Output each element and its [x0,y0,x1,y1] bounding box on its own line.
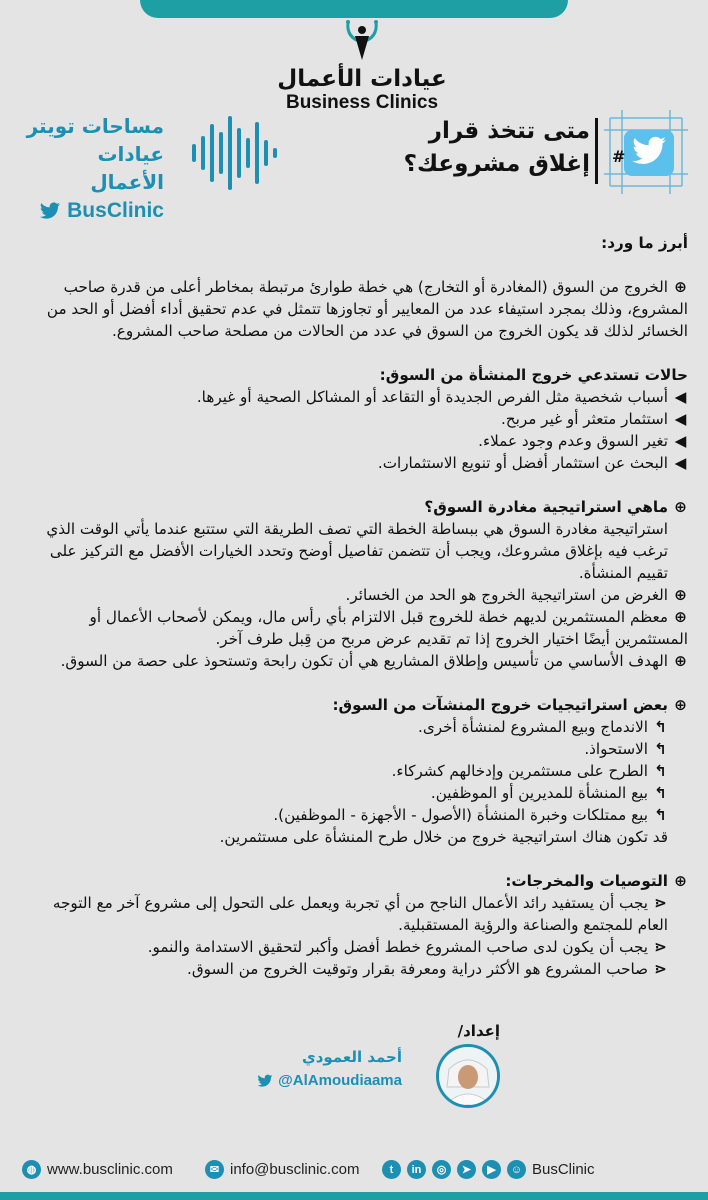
crosshair-bullet-icon: ⊕ [674,586,687,604]
list-item: ↰الاستحواذ. [584,740,667,758]
author-portrait-icon [439,1047,497,1105]
cases-heading: حالات تستدعي خروج المنشأة من السوق: [379,366,688,384]
globe-icon: ◍ [22,1160,41,1179]
author-name: أحمد العمودي [301,1048,402,1066]
author-twitter-handle[interactable]: @AlAmoudiaama [257,1072,402,1089]
prepared-by-label: إعداد/ [457,1022,500,1040]
share-node-icon: ⋖ [654,960,667,978]
audio-waveform-icon [190,112,280,194]
page-title [385,115,590,181]
snapchat-icon: ☺ [507,1160,526,1179]
page-title-line2: إغلاق مشروعك؟ [403,151,590,177]
list-item: ⋖صاحب المشروع هو الأكثر دراية ومعرفة بقرار وتوقيت الخروج من السوق. [187,960,667,978]
svg-text:#: # [612,147,626,166]
list-item: ↰بيع ممتلكات وخبرة المنشأة (الأصول - الأجهزة - الموظفين). [273,806,667,824]
list-item: ↰الطرح على مستثمرين وإدخالهم كشركاء. [391,762,667,780]
linkedin-icon: in [407,1160,426,1179]
twitter-bird-icon [39,202,61,220]
twitter-bird-icon [257,1074,273,1088]
reply-arrow-icon: ↰ [654,740,667,758]
footer-website[interactable]: ◍ www.busclinic.com [22,1160,173,1179]
triangle-bullet-icon: ◀ [674,410,687,428]
stethoscope-figure-icon [340,20,384,70]
spaces-title-line2: عيادات الأعمال [90,142,164,194]
list-item: ⊕الغرض من استراتيجية الخروج هو الحد من الخسائر. [345,586,687,604]
page-title-line1: متى تتخذ قرار [428,118,590,144]
exit-heading: ⊕بعض استراتيجيات خروج المنشآت من السوق: [332,696,687,714]
list-item: ◀أسباب شخصية مثل الفرص الجديدة أو التقاعد أو المشاكل الصحية أو غيرها. [196,388,687,406]
twitter-icon: t [382,1160,401,1179]
crosshair-bullet-icon: ⊕ [674,652,687,670]
recommendations-heading: ⊕التوصيات والمخرجات: [505,872,687,890]
exit-note: قد تكون هناك استراتيجية خروج من خلال طرح المنشأة على مستثمرين. [219,828,668,846]
spaces-handle[interactable] [22,199,164,223]
list-item: ⋖يجب أن يكون لدى صاحب المشروع خطط أفضل وأكبر لتحقيق الاستدامة والنمو. [147,938,667,956]
list-item: ⊕الهدف الأساسي من تأسيس وإطلاق المشاريع هي أن تكون رابحة وتستحوذ على حصة من السوق. [60,652,687,670]
logo-english-text: Business Clinics [285,92,439,113]
avatar [436,1044,500,1108]
list-item: ⊕معظم المستثمرين لديهم خطة للخروج قبل الالتزام بأي رأس مال، ويمكن لأصحاب الأعمال أو المستثمرين أيضًا اختيار الخروج إذا تم تقديم عرض مربح من قِبل طرف آخر. [89,608,688,648]
telegram-icon: ➤ [457,1160,476,1179]
crosshair-bullet-icon: ⊕ [674,498,687,516]
highlights-heading: أبرز ما ورد: [601,234,688,252]
list-item: ↰بيع المنشأة للمديرين أو الموظفين. [430,784,667,802]
reply-arrow-icon: ↰ [654,718,667,736]
bottom-decorative-bar [0,1192,708,1200]
crosshair-bullet-icon: ⊕ [674,696,687,714]
footer-email[interactable]: ✉ info@busclinic.com [205,1160,359,1179]
share-node-icon: ⋖ [654,894,667,912]
intro-paragraph: ⊕الخروج من السوق (المغادرة أو التخارج) هي خطة طوارئ مرتبطة بمخاطر أعلى من قدرة صاحب المشروع، وذلك بمجرد استيفاء عدد من المعايير أو تجاوزها تتمثل في عدم تحقيق أداء أفضل أو الحد من الخسائر لذلك قد يكون الخروج من السوق في عدد من الحالات من مصلحة صاحب المشروع. [46,278,688,340]
email-icon: ✉ [205,1160,224,1179]
reply-arrow-icon: ↰ [654,762,667,780]
triangle-bullet-icon: ◀ [674,454,687,472]
youtube-icon: ▶ [482,1160,501,1179]
logo-arabic-text: عيادات الأعمال [277,66,447,92]
list-item: ◀البحث عن استثمار أفضل أو تنويع الاستثمارات. [377,454,687,472]
twitter-hashtag-icon [604,110,688,194]
share-node-icon: ⋖ [654,938,667,956]
strategy-question: ⊕ماهي استراتيجية مغادرة السوق؟ [424,498,687,516]
reply-arrow-icon: ↰ [654,784,667,802]
crosshair-bullet-icon: ⊕ [674,278,687,296]
reply-arrow-icon: ↰ [654,806,667,824]
spaces-handle-text: BusClinic [67,199,164,222]
footer-social[interactable]: t in ◎ ➤ ▶ ☺ BusClinic [382,1160,595,1179]
top-decorative-tab [140,0,568,18]
list-item: ◀استثمار متعثر أو غير مربح. [500,410,687,428]
crosshair-bullet-icon: ⊕ [674,872,687,890]
business-clinics-logo [262,20,462,118]
article-body [20,232,688,980]
triangle-bullet-icon: ◀ [674,432,687,450]
list-item: ◀تغير السوق وعدم وجود عملاء. [478,432,687,450]
twitter-spaces-label [22,112,164,223]
instagram-icon: ◎ [432,1160,451,1179]
footer [0,1152,708,1188]
list-item: ↰الاندماج وبيع المشروع لمنشأة أخرى. [418,718,667,736]
strategy-answer: استراتيجية مغادرة السوق هي ببساطة الخطة التي تصف الطريقة التي ستتبع عندما يأتي الوقت الذي ترغب فيه بإغلاق مشروعك، ويجب أن تتضمن تفاصيل أوضح وتحدد الخيارات الأفضل مع التركيز على تقييم المنشأة. [46,520,668,582]
crosshair-bullet-icon: ⊕ [674,608,687,626]
title-divider [595,118,598,184]
spaces-title-line1: مساحات تويتر [26,114,164,138]
list-item: ⋖يجب أن يستفيد رائد الأعمال الناجح من أي تجربة ويعمل على التحول إلى مشروع آخر مع التوجه العام للمجتمع والصناعة والرؤية المستقبلية. [52,894,668,934]
triangle-bullet-icon: ◀ [674,388,687,406]
